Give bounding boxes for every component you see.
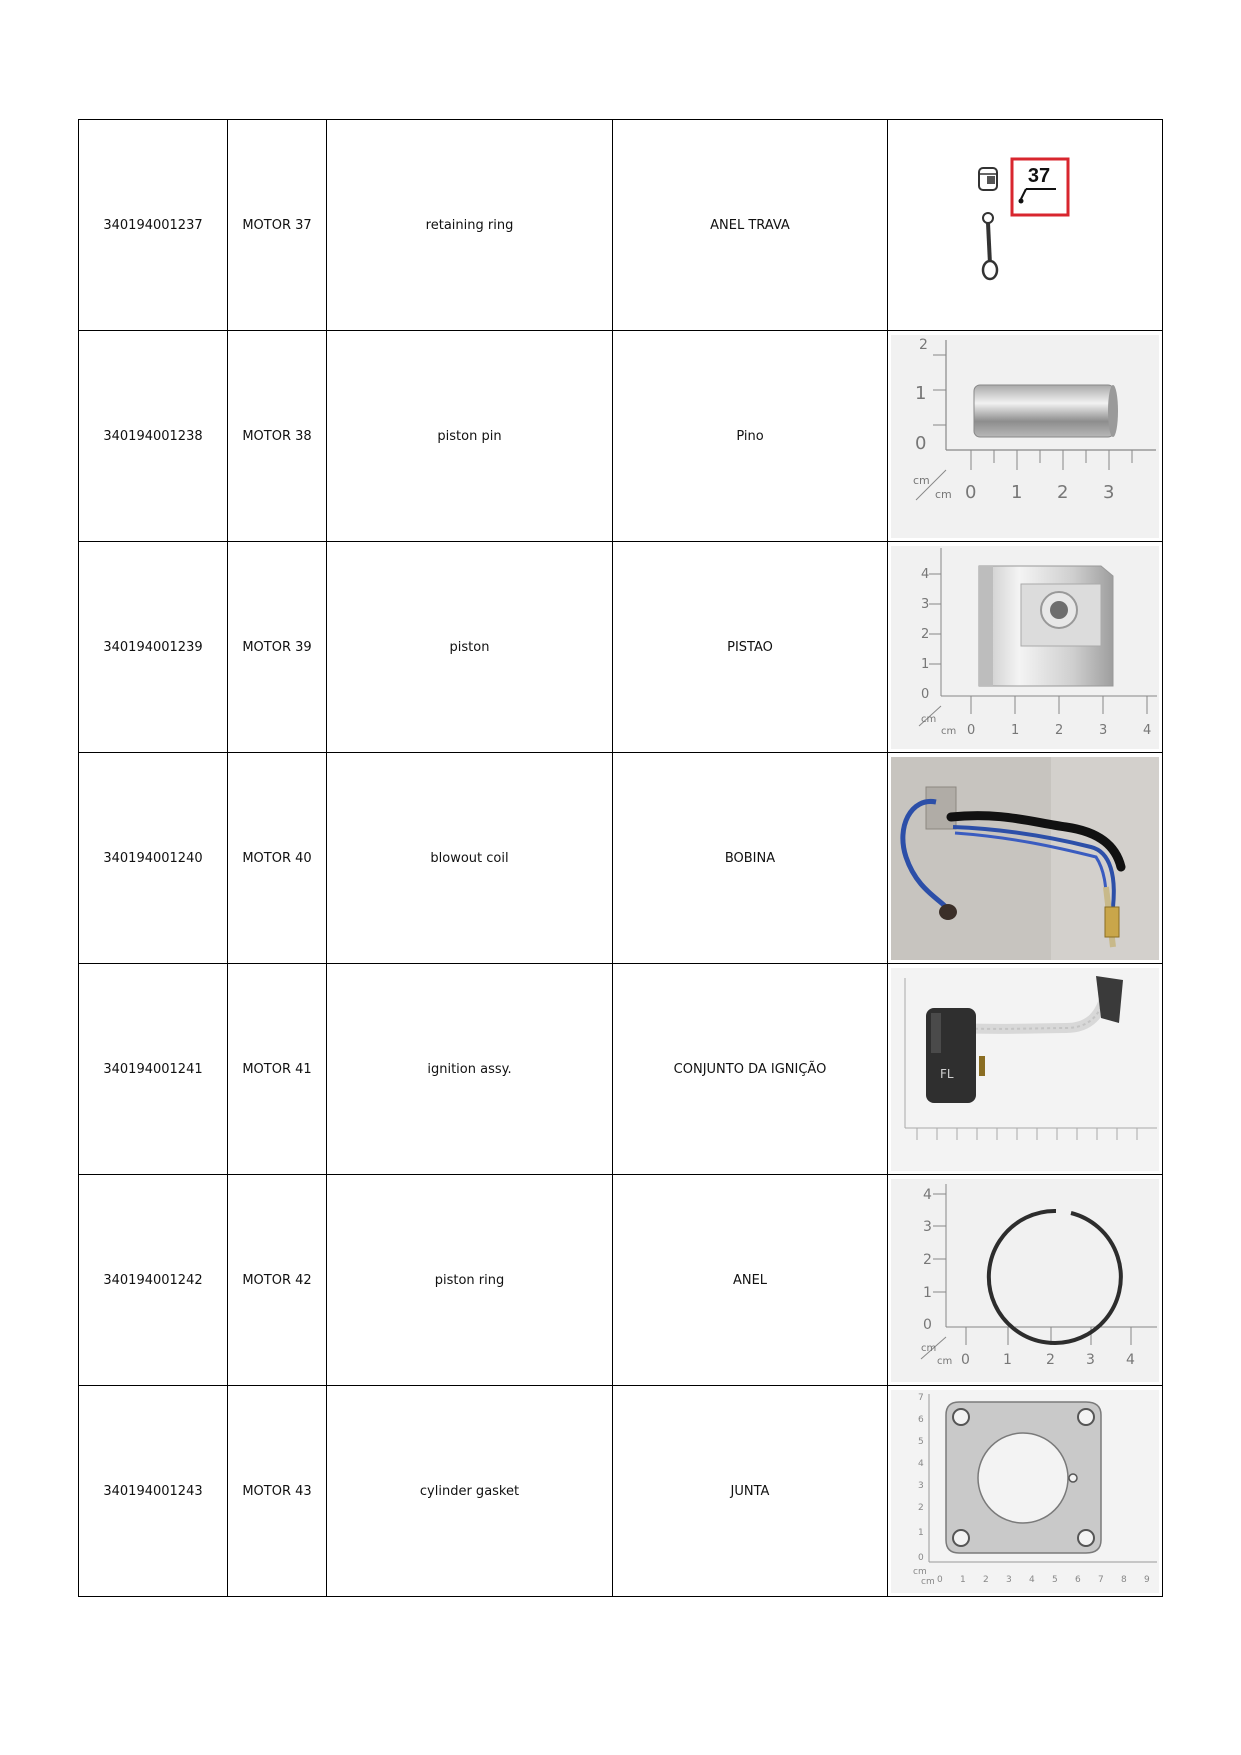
svg-text:3: 3 — [1103, 481, 1115, 503]
table-row — [79, 1175, 1163, 1386]
part-name-pt: PISTAO — [613, 542, 888, 753]
table-row — [79, 120, 1163, 331]
svg-text:9: 9 — [1144, 1574, 1150, 1585]
part-image-cell — [888, 542, 1163, 753]
part-name-en: blowout coil — [327, 753, 613, 964]
svg-text:3: 3 — [1006, 1574, 1012, 1585]
svg-text:3: 3 — [923, 1218, 932, 1235]
part-code: 340194001241 — [79, 964, 228, 1175]
svg-text:4: 4 — [1029, 1574, 1035, 1585]
svg-text:0: 0 — [923, 1316, 932, 1333]
table-row — [79, 1386, 1163, 1597]
ignition-assembly-photo — [891, 968, 1159, 1171]
svg-text:0: 0 — [915, 432, 927, 454]
svg-text:2: 2 — [1046, 1351, 1055, 1368]
svg-text:cm: cm — [913, 473, 930, 487]
svg-text:2: 2 — [1057, 481, 1069, 503]
part-code: 340194001243 — [79, 1386, 228, 1597]
part-ref: MOTOR 40 — [228, 753, 327, 964]
svg-text:0: 0 — [965, 481, 977, 503]
part-name-pt: ANEL — [613, 1175, 888, 1386]
svg-text:2: 2 — [1055, 722, 1064, 738]
svg-text:7: 7 — [1098, 1574, 1104, 1585]
part-code: 340194001238 — [79, 331, 228, 542]
cylinder-gasket-photo — [891, 1390, 1159, 1593]
svg-text:2: 2 — [983, 1574, 989, 1585]
part-name-pt: JUNTA — [613, 1386, 888, 1597]
svg-text:8: 8 — [1121, 1574, 1127, 1585]
part-image-cell — [888, 753, 1163, 964]
svg-text:0: 0 — [918, 1552, 924, 1563]
part-code: 340194001242 — [79, 1175, 228, 1386]
svg-text:cm: cm — [935, 487, 952, 501]
piston-pin-photo — [891, 335, 1159, 538]
part-image-cell — [888, 331, 1163, 542]
svg-text:cm: cm — [937, 1355, 953, 1367]
part-name-en: piston pin — [327, 331, 613, 542]
svg-text:cm: cm — [913, 1566, 927, 1577]
parts-table — [78, 119, 1163, 1597]
part-name-en: piston ring — [327, 1175, 613, 1386]
piston-ring-photo — [891, 1179, 1159, 1382]
part-ref: MOTOR 43 — [228, 1386, 327, 1597]
part-code: 340194001239 — [79, 542, 228, 753]
svg-text:6: 6 — [918, 1414, 924, 1425]
svg-text:3: 3 — [1099, 722, 1108, 738]
part-ref: MOTOR 41 — [228, 964, 327, 1175]
table-row — [79, 964, 1163, 1175]
part-code: 340194001237 — [79, 120, 228, 331]
svg-text:4: 4 — [1143, 722, 1152, 738]
svg-text:2: 2 — [918, 1502, 924, 1513]
svg-text:0: 0 — [921, 686, 930, 702]
table-row — [79, 331, 1163, 542]
svg-text:1: 1 — [1003, 1351, 1012, 1368]
svg-text:0: 0 — [937, 1574, 943, 1585]
svg-text:4: 4 — [1126, 1351, 1135, 1368]
svg-text:cm: cm — [921, 713, 937, 725]
blowout-coil-photo — [891, 757, 1159, 960]
part-name-pt: Pino — [613, 331, 888, 542]
svg-text:1: 1 — [921, 656, 930, 672]
table-row — [79, 542, 1163, 753]
svg-text:1: 1 — [1011, 722, 1020, 738]
table-row — [79, 753, 1163, 964]
svg-text:cm: cm — [921, 1576, 935, 1587]
svg-text:cm: cm — [941, 725, 957, 737]
part-name-en: retaining ring — [327, 120, 613, 331]
part-ref: MOTOR 42 — [228, 1175, 327, 1386]
svg-text:7: 7 — [918, 1392, 924, 1403]
svg-text:0: 0 — [961, 1351, 970, 1368]
svg-text:1: 1 — [915, 382, 927, 404]
svg-text:1: 1 — [923, 1284, 932, 1301]
svg-text:4: 4 — [923, 1186, 932, 1203]
svg-text:1: 1 — [918, 1527, 924, 1538]
svg-text:2: 2 — [919, 336, 928, 353]
part-ref: MOTOR 37 — [228, 120, 327, 331]
part-image-cell — [888, 1175, 1163, 1386]
svg-text:5: 5 — [1052, 1574, 1058, 1585]
part-image-cell — [888, 120, 1163, 331]
part-image-cell — [888, 1386, 1163, 1597]
svg-text:2: 2 — [921, 626, 930, 642]
part-image-cell — [888, 964, 1163, 1175]
svg-text:cm: cm — [921, 1342, 937, 1354]
svg-text:3: 3 — [918, 1480, 924, 1491]
part-name-en: ignition assy. — [327, 964, 613, 1175]
coil-label: FL — [940, 1066, 954, 1081]
svg-text:3: 3 — [921, 596, 930, 612]
svg-text:5: 5 — [918, 1436, 924, 1447]
part-name-en: cylinder gasket — [327, 1386, 613, 1597]
svg-text:1: 1 — [1011, 481, 1023, 503]
svg-text:2: 2 — [923, 1251, 932, 1268]
part-code: 340194001240 — [79, 753, 228, 964]
svg-text:4: 4 — [921, 566, 930, 582]
svg-text:1: 1 — [960, 1574, 966, 1585]
svg-text:4: 4 — [918, 1458, 924, 1469]
part-name-pt: CONJUNTO DA IGNIÇÃO — [613, 964, 888, 1175]
part-ref: MOTOR 38 — [228, 331, 327, 542]
part-ref: MOTOR 39 — [228, 542, 327, 753]
part-name-pt: ANEL TRAVA — [613, 120, 888, 331]
svg-text:3: 3 — [1086, 1351, 1095, 1368]
part-name-pt: BOBINA — [613, 753, 888, 964]
piston-photo — [891, 546, 1159, 749]
callout-number: 37 — [1027, 164, 1051, 187]
retaining-ring-diagram — [891, 124, 1159, 327]
svg-text:0: 0 — [967, 722, 976, 738]
svg-text:6: 6 — [1075, 1574, 1081, 1585]
part-name-en: piston — [327, 542, 613, 753]
